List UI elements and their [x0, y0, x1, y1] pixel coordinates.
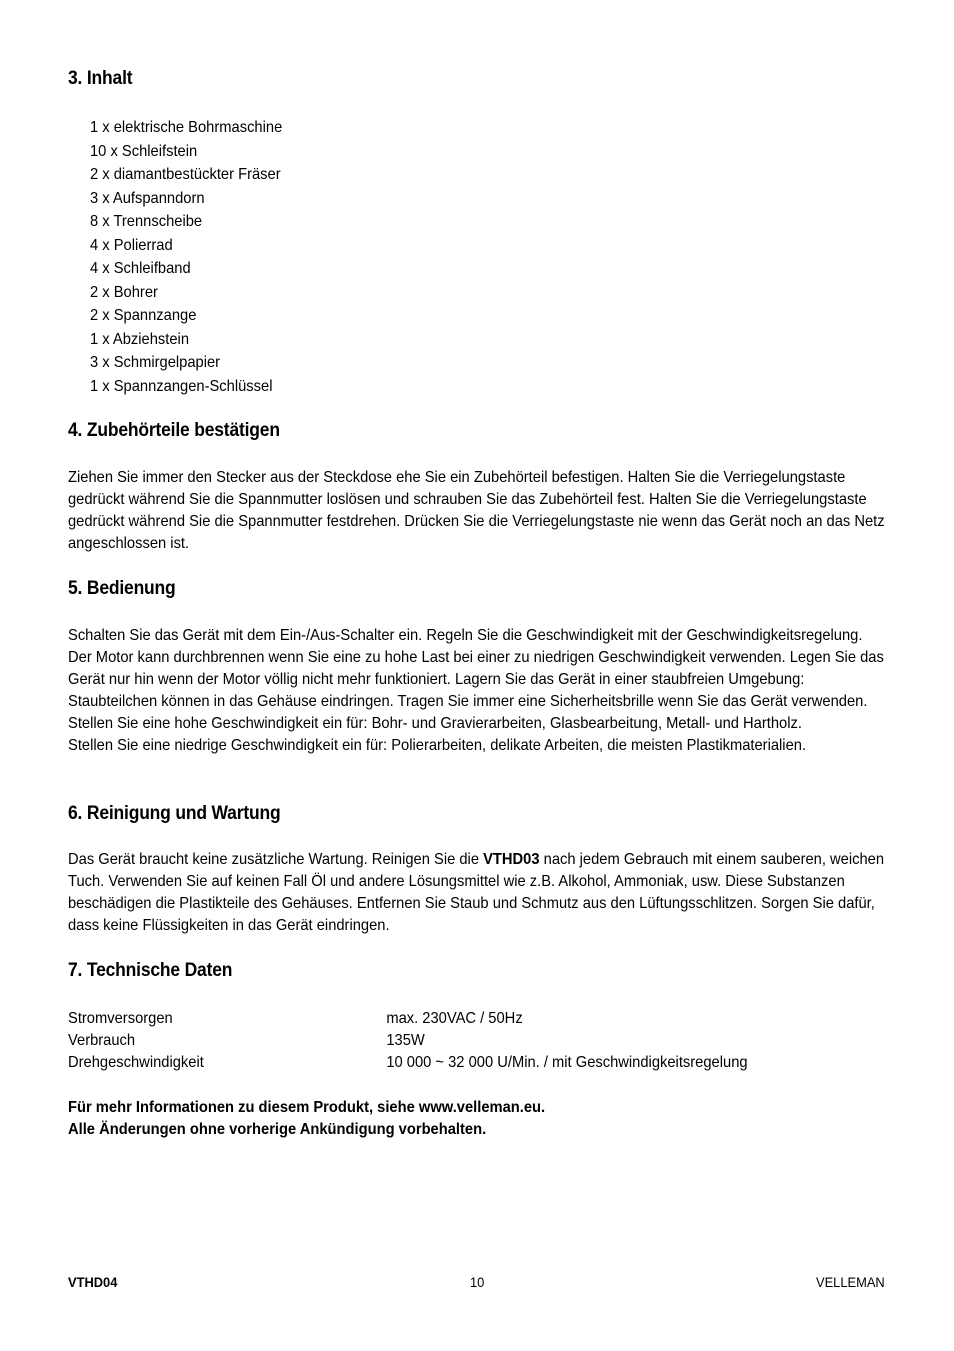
section-heading-operation: 5. Bedienung [68, 578, 176, 599]
low-speed-text: Stellen Sie eine niedrige Geschwindigkeit ein für: Polierarbeiten, delikate Arbeiten, die meisten Plastikmaterialien. [68, 737, 807, 754]
disclaimer-note: Alle Änderungen ohne vorherige Ankündigung vorbehalten. [68, 1121, 487, 1138]
spec-label: Stromversorgen [68, 1010, 173, 1027]
list-item: 10 x Schleifstein [90, 142, 198, 160]
list-item: 3 x Schmirgelpapier [90, 354, 221, 371]
closing-notes [68, 1097, 545, 1141]
list-item: 1 x Abziehstein [90, 330, 190, 348]
list-item: 3 x Aufspanndorn [90, 189, 205, 207]
section-heading-specs: 7. Technische Daten [68, 960, 233, 981]
more-info-note: Für mehr Informationen zu diesem Produkt, siehe www.velleman.eu. [68, 1099, 546, 1116]
maintenance-text-end: nach jedem Gebrauch mit einem sauberen, weichen Tuch. Verwenden Sie auf keinen Fall Öl und andere Lösungsmittel wie z.B. Alkohol, Ammoniak, usw. Diese Substanzen beschädigen die Plastikteile des Gehäuses. Entfernen Sie Staub und Schmutz aus den Lüftungsschlitzen. Sorgen Sie dafür, dass keine Flüssigkeiten in das Gerät eindringen. [68, 851, 885, 934]
list-item: 2 x Spannzange [90, 307, 197, 324]
specs-table [68, 1008, 887, 1074]
section-heading-accessories: 4. Zubehörteile bestätigen [68, 420, 280, 441]
spec-row [68, 1052, 887, 1074]
list-item: 2 x diamantbestückter Fräser [90, 166, 281, 183]
maintenance-text-start: Das Gerät braucht keine zusätzliche Wartung. Reinigen Sie die [68, 851, 484, 868]
spec-value: max. 230VAC / 50Hz [386, 1010, 523, 1027]
spec-row [68, 1008, 887, 1030]
footer-model: VTHD04 [68, 1274, 118, 1290]
spec-label: Verbrauch [68, 1032, 136, 1049]
accessories-paragraph: Ziehen Sie immer den Stecker aus der Steckdose ehe Sie ein Zubehörteil befestigen. Halten Sie die Verriegelungstaste gedrückt während Sie die Spannmutter loslösen und schrauben Sie das Zubehörteil fest. Halten Sie die Verriegelungstaste gedrückt während Sie die Spannmutter festdrehen. Drücken Sie die Verriegelungstaste nie wenn das Gerät noch an das Netz angeschlossen ist. [68, 469, 885, 552]
spec-row [68, 1030, 887, 1052]
spec-label: Drehgeschwindigkeit [68, 1054, 204, 1071]
contents-list [90, 116, 299, 398]
high-speed-text: Stellen Sie eine hohe Geschwindigkeit ein für: Bohr- und Gravierarbeiten, Glasbearbeitung, Metall- und Hartholz. [68, 715, 802, 732]
section-heading-maintenance: 6. Reinigung und Wartung [68, 803, 281, 824]
spec-value: 135W [386, 1032, 425, 1049]
list-item: 2 x Bohrer [90, 283, 158, 301]
model-number: VTHD03 [483, 851, 540, 868]
list-item: 8 x Trennscheibe [90, 213, 203, 230]
footer-brand: VELLEMAN [816, 1274, 885, 1290]
maintenance-paragraph [68, 849, 887, 937]
list-item: 4 x Schleifband [90, 260, 191, 277]
operation-paragraph [68, 625, 887, 757]
list-item: 1 x elektrische Bohrmaschine [90, 119, 283, 136]
footer-page-number: 10 [470, 1274, 485, 1290]
section-heading-contents: 3. Inhalt [68, 68, 133, 89]
list-item: 4 x Polierrad [90, 236, 173, 254]
list-item: 1 x Spannzangen-Schlüssel [90, 377, 273, 395]
spec-value: 10 000 ~ 32 000 U/Min. / mit Geschwindigkeitsregelung [386, 1054, 748, 1071]
operation-text: Schalten Sie das Gerät mit dem Ein-/Aus-Schalter ein. Regeln Sie die Geschwindigkeit mit der Geschwindigkeitsregelung. Der Motor kann durchbrennen wenn Sie eine zu hohe Last bei einer zu niedrigen Geschwindigkeit verwenden. Legen Sie das Gerät nur hin wenn der Motor völlig nicht mehr funktioniert. Lagern Sie das Gerät in einer staubfreien Umgebung: Staubteilchen können in das Gehäuse eindringen. Tragen Sie immer eine Sicherheitsbrille wenn Sie das Gerät verwenden. [68, 627, 884, 710]
